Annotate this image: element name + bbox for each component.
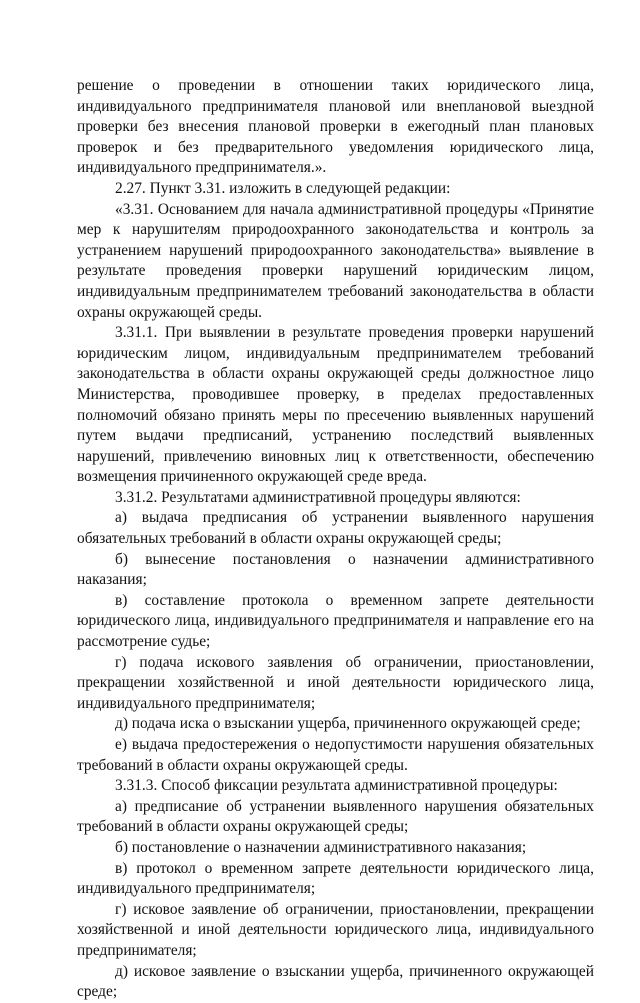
paragraph-3-31-3: 3.31.3. Способ фиксации результата административной процедуры: — [115, 777, 558, 795]
list-item-result-g: г) подача искового заявления об ограничении, приостановлении, прекращении хозяйственной и иной деятельности юридического лица, индивидуального предпринимателя; — [77, 653, 594, 712]
list-item-result-d: д) подача иска о взыскании ущерба, причиненного окружающей среде; — [115, 715, 581, 733]
paragraph-3-31-1: 3.31.1. При выявлении в результате проведения проверки нарушений юридическим лицом, индивидуальным предпринимателем требований законодательства в области охраны окружающей среды должностное лицо Министерства, проводившее проверку, в пределах предоставленных полномочий обязано принять меры по пресечению выявленных нарушений путем выдачи предписаний, устранению последствий выявленных нарушений, привлечению виновных лиц к ответственности, обеспечению возмещения причиненного окружающей среде вреда. — [77, 324, 594, 486]
paragraph-3-31: «3.31. Основанием для начала административной процедуры «Принятие мер к нарушителям природоохранного законодательства и контроль за устранением нарушений природоохранного законодательства» выявление в результате проведения проверки нарушений юридическим лицом, индивидуальным предпринимателем требований законодательства в области охраны окружающей среды. — [77, 200, 594, 321]
list-item-result-b: б) вынесение постановления о назначении административного наказания; — [77, 550, 594, 589]
list-item-fixation-g: г) исковое заявление об ограничении, приостановлении, прекращении хозяйственной и иной деятельности юридического лица, индивидуального предпринимателя; — [77, 900, 594, 959]
list-item-fixation-v: в) протокол о временном запрете деятельности юридического лица, индивидуального предпринимателя; — [77, 859, 594, 898]
list-item-fixation-d: д) исковое заявление о взыскании ущерба, причиненного окружающей среде; — [77, 962, 594, 1001]
paragraph-3-31-2: 3.31.2. Результатами административной процедуры являются: — [115, 488, 521, 506]
list-item-result-e: е) выдача предостережения о недопустимости нарушения обязательных требований в области охраны окружающей среды. — [77, 736, 594, 774]
paragraph-amendment-2-27: 2.27. Пункт 3.31. изложить в следующей редакции: — [115, 179, 451, 197]
paragraph-continuation: решение о проведении в отношении таких юридического лица, индивидуального предпринимателя плановой или внеплановой выездной проверки без внесения плановой проверки в ежегодный план плановых проверок и без предварительного уведомления юридического лица, индивидуального предпринимателя.». — [77, 77, 594, 177]
list-item-result-v: в) составление протокола о временном запрете деятельности юридического лица, индивидуального предпринимателя и направление его на рассмотрение судье; — [77, 591, 594, 651]
list-item-fixation-a: а) предписание об устранении выявленного нарушения обязательных требований в области охраны окружающей среды; — [77, 797, 594, 836]
list-item-fixation-b: б) постановление о назначении административного наказания; — [115, 838, 527, 856]
list-item-result-a: а) выдача предписания об устранении выявленного нарушения обязательных требований в области охраны окружающей среды; — [77, 509, 594, 548]
document-page — [77, 76, 594, 1003]
